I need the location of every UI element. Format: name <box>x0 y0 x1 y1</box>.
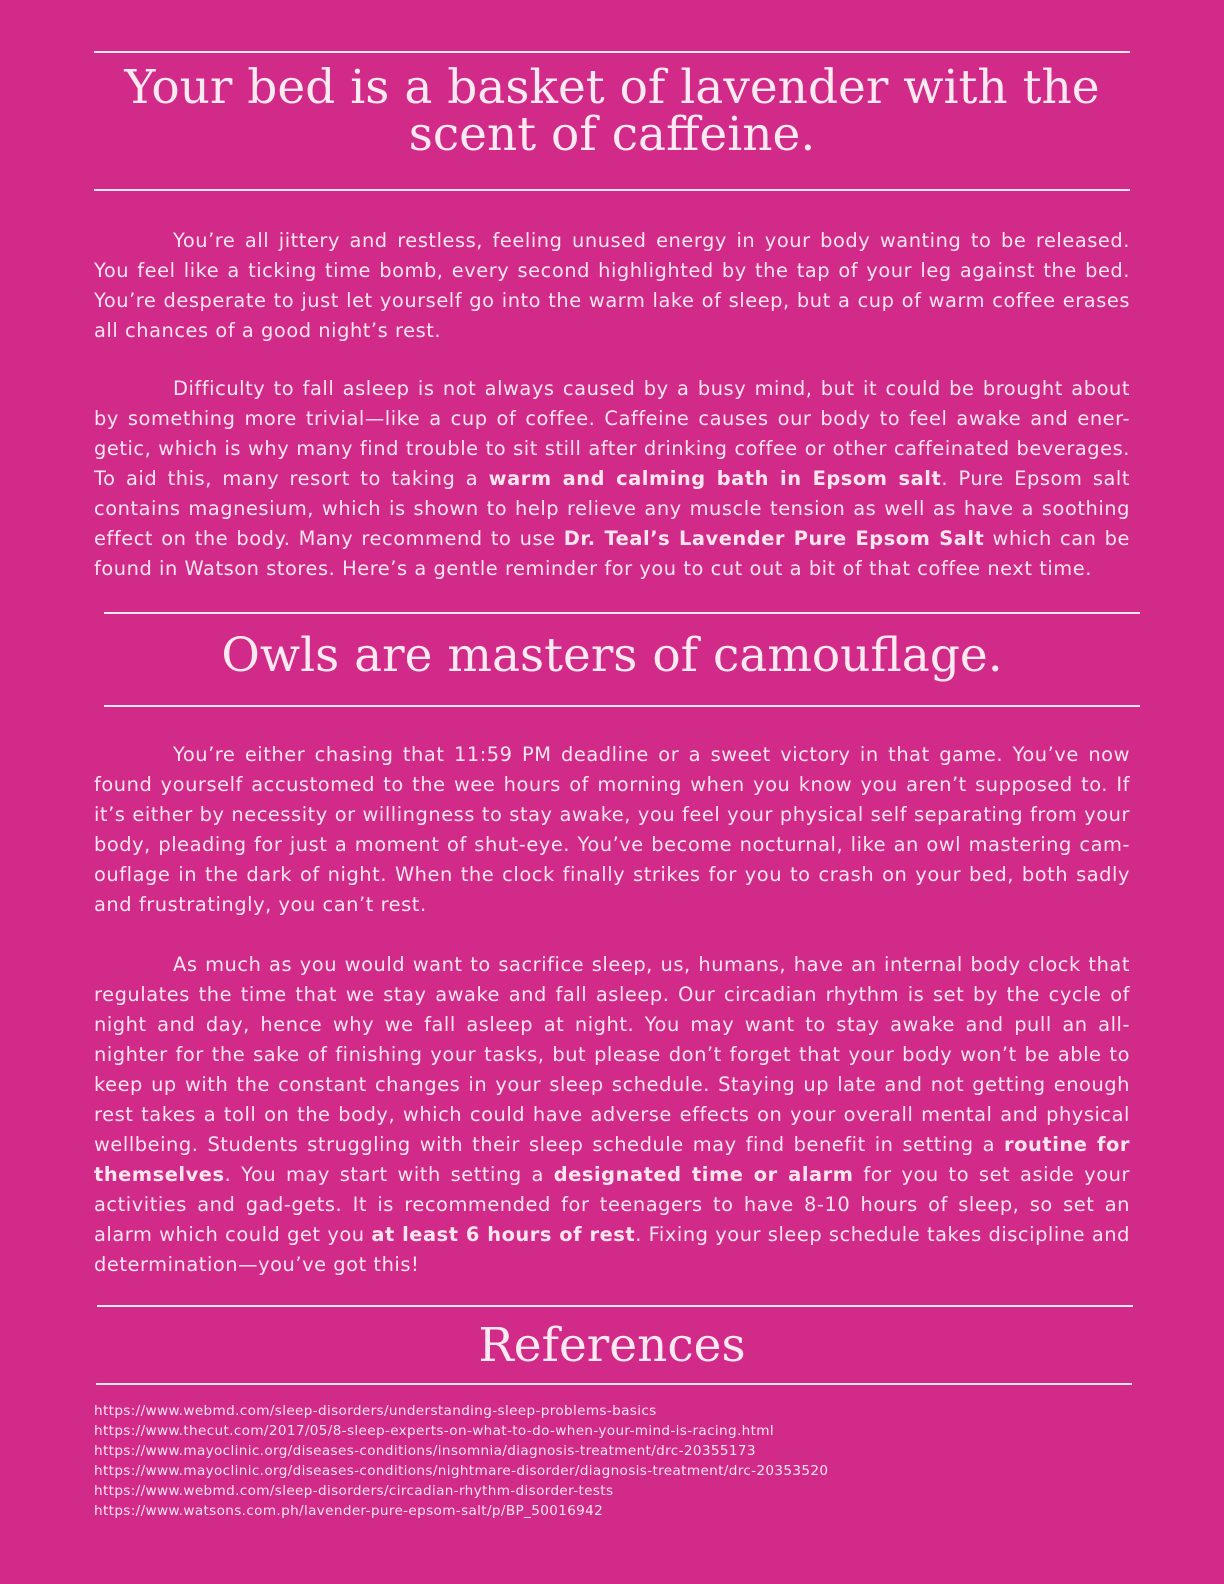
section2-p2-text-c: . You may start with setting a <box>224 1163 554 1186</box>
reference-link[interactable]: https://www.thecut.com/2017/05/8-sleep-experts-on-what-to-do-when-your-mind-is-racing.html <box>94 1423 775 1439</box>
reference-link[interactable]: https://www.watsons.com.ph/lavender-pure-epsom-salt/p/BP_50016942 <box>94 1503 604 1519</box>
section2-bottom-divider <box>104 705 1140 707</box>
section1-title-line2: scent of caffeine. <box>408 107 816 162</box>
reference-link[interactable]: https://www.webmd.com/sleep-disorders/circadian-rhythm-disorder-tests <box>94 1483 614 1499</box>
section1-title <box>94 60 1130 162</box>
section1-p2-text-d: which can be found in Watson stores. Here’s a gentle reminder for you to cut out a bit of that coffee next time. <box>94 527 1130 580</box>
section1-title-line1: Your bed is a basket of lavender with the <box>124 60 1100 115</box>
section1-p2-text-a: Difficulty to fall asleep is not always caused by a busy mind, but it could be brought about by something more trivial—like a cup of coffee. Caffeine causes our body to feel awake and ener-getic, which is why many find trouble to sit still after drinking coffee or other caffeinated beverages. To aid this, many resort to taking a <box>94 377 1130 490</box>
section2-p2-bold-routine: routine for themselves <box>94 1133 1130 1186</box>
section1-p2-text-c: . Pure Epsom salt contains magnesium, which is shown to help relieve any muscle tension as well as have a soothing effect on the body. Many recommend to use <box>94 467 1131 550</box>
section2-p2-bold-rest: at least 6 hours of rest <box>371 1223 636 1246</box>
section1-bottom-divider <box>94 189 1130 191</box>
section2-p2-bold-alarm: designated time or alarm <box>553 1163 854 1186</box>
section2-title: Owls are masters of camouflage. <box>221 628 1003 683</box>
references-top-divider <box>97 1305 1133 1307</box>
section2-top-divider <box>104 612 1140 614</box>
reference-link[interactable]: https://www.webmd.com/sleep-disorders/understanding-sleep-problems-basics <box>94 1403 657 1419</box>
section2-p2-text-e: . Fixing your sleep schedule takes discipline and determination—you’ve got this! <box>94 1223 1130 1276</box>
section2-paragraph-2 <box>94 950 1130 1280</box>
section1-paragraph-1: You’re all jittery and restless, feeling unused energy in your body wanting to be released. You feel like a ticking time bomb, every second highlighted by the tap of your leg against the bed. You’re desperate to just let yourself go into the warm lake of sleep, but a cup of warm coffee erases all chances of a good night’s rest. <box>94 229 1130 342</box>
section1-paragraph-2 <box>94 374 1130 584</box>
section2-p2-text-a: As much as you would want to sacrifice sleep, us, humans, have an internal body clock that regulates the time that we stay awake and fall asleep. Our circadian rhythm is set by the cycle of night and day, hence why we fall asleep at night. You may want to stay awake and pull an all-nighter for the sake of finishing your tasks, but please don’t forget that your body won’t be able to keep up with the constant changes in your sleep schedule. Staying up late and not getting enough rest takes a toll on the body, which could have adverse effects on your overall mental and physical wellbeing. Students struggling with their sleep schedule may find benefit in setting a <box>94 953 1130 1156</box>
references-list <box>94 1401 1130 1521</box>
section2-p2-text-d: for you to set aside your activities and gad-gets. It is recommended for teenagers to have 8-10 hours of sleep, so set an alarm which could get you <box>94 1163 1130 1246</box>
references-title: References <box>478 1318 746 1373</box>
section1-p2-bold-dr-teal: Dr. Teal’s Lavender Pure Epsom Salt <box>563 527 985 550</box>
reference-link[interactable]: https://www.mayoclinic.org/diseases-conditions/insomnia/diagnosis-treatment/drc-20355173 <box>94 1443 756 1459</box>
reference-link[interactable]: https://www.mayoclinic.org/diseases-conditions/nightmare-disorder/diagnosis-treatment/drc-20353520 <box>94 1463 829 1479</box>
section2-paragraph-1: You’re either chasing that 11:59 PM deadline or a sweet victory in that game. You’ve now found yourself accustomed to the wee hours of morning when you know you aren’t supposed to. If it’s either by necessity or willingness to stay awake, you feel your physical self separating from your body, pleading for just a moment of shut-eye. You’ve become nocturnal, like an owl mastering cam-ouflage in the dark of night. When the clock finally strikes for you to crash on your bed, both sadly and frustratingly, you can’t rest. <box>94 743 1130 916</box>
section1-p2-bold-epsom-bath: warm and calming bath in Epsom salt <box>488 467 942 490</box>
section1-top-divider <box>94 51 1130 53</box>
references-bottom-divider <box>96 1383 1132 1385</box>
